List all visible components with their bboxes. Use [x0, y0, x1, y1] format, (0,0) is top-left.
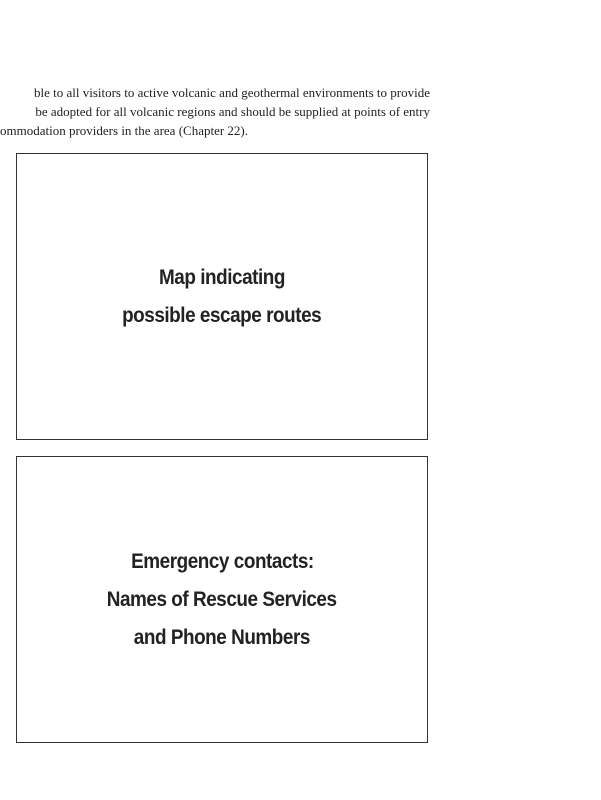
contacts-box-line-3: and Phone Numbers: [133, 625, 311, 649]
intro-paragraph: [0, 83, 430, 140]
escape-routes-map-box: [16, 153, 428, 440]
contacts-box-title: Emergency contacts:: [130, 549, 314, 573]
contacts-box-line-2: Names of Rescue Services: [107, 587, 337, 611]
map-box-subtitle: possible escape routes: [122, 303, 322, 327]
emergency-contacts-box: [16, 456, 428, 743]
intro-line: be adopted for all volcanic regions and should be supplied at points of entry: [35, 104, 430, 119]
intro-line: ble to all visitors to active volcanic and geothermal environments to provide: [33, 85, 430, 100]
map-box-title: Map indicating: [159, 265, 285, 289]
intro-line: ommodation providers in the area (Chapter 22).: [0, 123, 249, 138]
